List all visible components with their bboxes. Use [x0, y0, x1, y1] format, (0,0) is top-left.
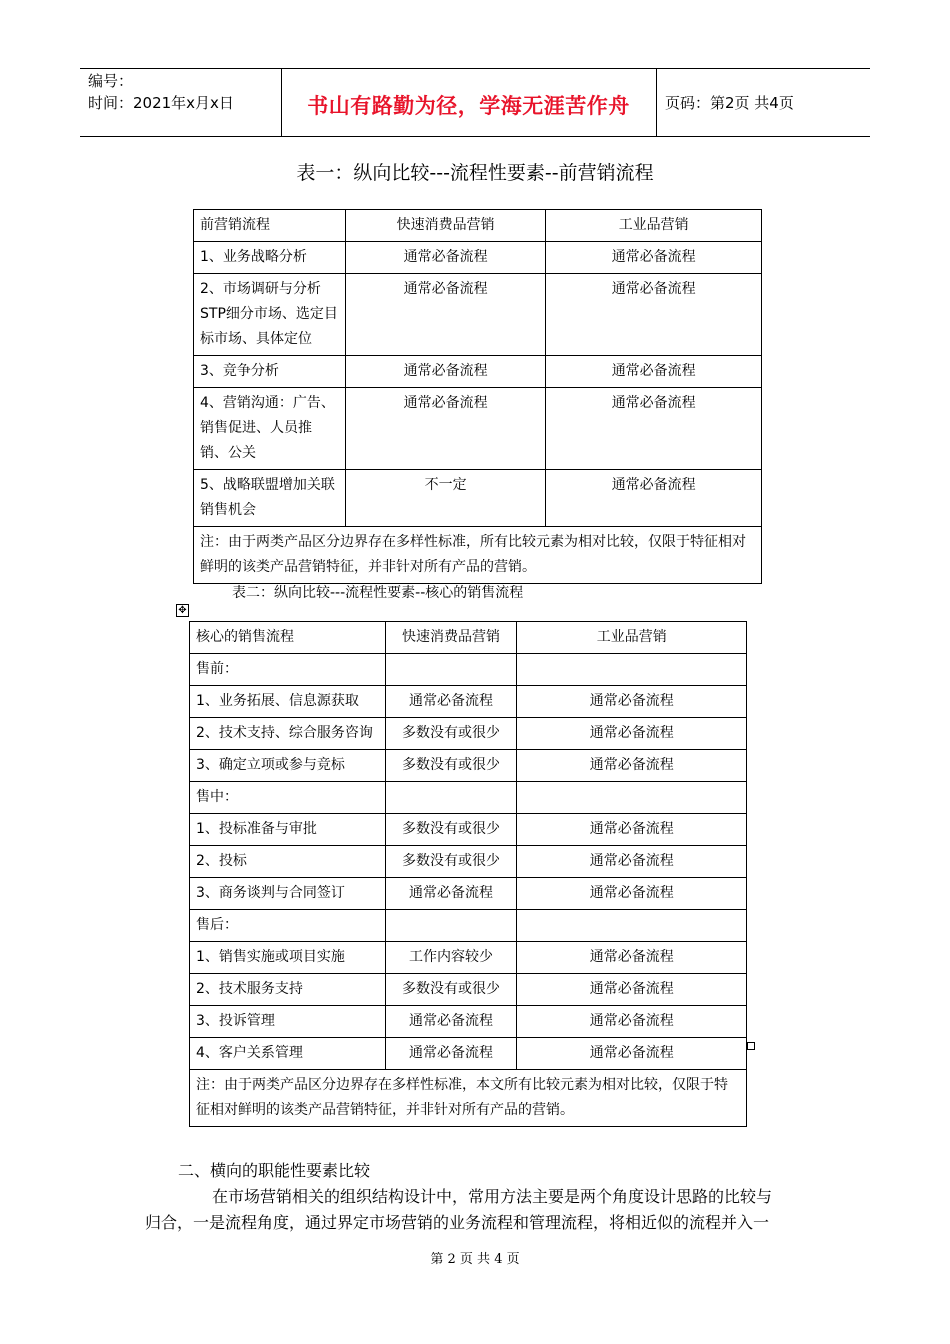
- section-heading: 二、横向的职能性要素比较: [178, 1161, 371, 1180]
- table-cell: 1、业务拓展、信息源获取: [190, 686, 386, 718]
- table-cell: 通常必备流程: [517, 942, 747, 974]
- header-bottom-rule: [80, 136, 870, 137]
- table-row: [190, 974, 747, 1006]
- table-row: [190, 654, 747, 686]
- table-row: [190, 814, 747, 846]
- table-cell: 3、确定立项或参与竞标: [190, 750, 386, 782]
- table-cell: 通常必备流程: [517, 974, 747, 1006]
- table-cell: 4、客户关系管理: [190, 1038, 386, 1070]
- table-cell: 不一定: [345, 470, 546, 527]
- table2-header-cell: 工业品营销: [517, 622, 747, 654]
- table2-title: 表二：纵向比较---流程性要素--核心的销售流程: [232, 585, 524, 601]
- table-cell: 2、技术服务支持: [190, 974, 386, 1006]
- header-top-rule: [80, 68, 870, 69]
- table-row: [190, 718, 747, 750]
- table-cell: 5、战略联盟增加关联销售机会: [194, 470, 346, 527]
- table-cell: 通常必备流程: [517, 814, 747, 846]
- table-row: [190, 878, 747, 910]
- table1-note-row: [194, 527, 762, 584]
- table-cell: 1、销售实施或项目实施: [190, 942, 386, 974]
- table-cell: 通常必备流程: [345, 242, 546, 274]
- table-cell: 通常必备流程: [517, 846, 747, 878]
- table1-note: 注：由于两类产品区分边界存在多样性标准，所有比较元素为相对比较，仅限于特征相对鲜明的该类产品营销特征，并非针对所有产品的营销。: [194, 527, 762, 584]
- table1-header-cell: 前营销流程: [194, 210, 346, 242]
- page-footer: 第 2 页 共 4 页: [430, 1252, 520, 1267]
- table-cell: 2、市场调研与分析STP细分市场、选定目标市场、具体定位: [194, 274, 346, 356]
- table-cell: 通常必备流程: [345, 356, 546, 388]
- table-cell: 通常必备流程: [517, 878, 747, 910]
- table1: [193, 209, 762, 584]
- header-number-label: 编号：: [88, 72, 134, 90]
- table-cell: 通常必备流程: [546, 356, 762, 388]
- table-cell: [385, 654, 517, 686]
- table2-note: 注：由于两类产品区分边界存在多样性标准，本文所有比较元素为相对比较，仅限于特征相对鲜明的该类产品营销特征，并非针对所有产品的营销。: [190, 1070, 747, 1127]
- header-page-label: 页码：第2页 共4页: [665, 94, 794, 112]
- table-cell: 通常必备流程: [385, 686, 517, 718]
- header-time-label: 时间：2021年x月x日: [88, 94, 234, 112]
- table-row: [194, 242, 762, 274]
- table-cell: 1、投标准备与审批: [190, 814, 386, 846]
- table-cell: 通常必备流程: [385, 1006, 517, 1038]
- table-cell: 多数没有或很少: [385, 750, 517, 782]
- table-row: [190, 782, 747, 814]
- table2-header-cell: 快速消费品营销: [385, 622, 517, 654]
- table-cell: 通常必备流程: [517, 1006, 747, 1038]
- table-row: [194, 356, 762, 388]
- table-cell: [517, 910, 747, 942]
- table-cell: 通常必备流程: [517, 686, 747, 718]
- table-cell: 通常必备流程: [517, 1038, 747, 1070]
- table-row: [190, 910, 747, 942]
- table2-header-row: [190, 622, 747, 654]
- table-cell: [517, 782, 747, 814]
- table-cell: 通常必备流程: [345, 274, 546, 356]
- table-cell: 通常必备流程: [345, 388, 546, 470]
- table-row: [194, 388, 762, 470]
- header-meta: [88, 70, 234, 114]
- paragraph-line: 在市场营销相关的组织结构设计中，常用方法主要是两个角度设计思路的比较与: [212, 1187, 773, 1206]
- table-row: [190, 1038, 747, 1070]
- table-cell: 通常必备流程: [546, 388, 762, 470]
- table-resize-handle-icon[interactable]: [747, 1042, 755, 1050]
- table2-note-row: [190, 1070, 747, 1127]
- paragraph-line: 归合，一是流程角度，通过界定市场营销的业务流程和管理流程，将相近似的流程并入一: [145, 1213, 770, 1232]
- table-cell: 3、商务谈判与合同签订: [190, 878, 386, 910]
- table-row: [190, 846, 747, 878]
- table-cell: 售后：: [190, 910, 386, 942]
- table-move-handle-icon[interactable]: ✥: [176, 604, 189, 617]
- table-cell: 工作内容较少: [385, 942, 517, 974]
- table-cell: 多数没有或很少: [385, 974, 517, 1006]
- table1-header-row: [194, 210, 762, 242]
- table-cell: 2、技术支持、综合服务咨询: [190, 718, 386, 750]
- table-cell: 通常必备流程: [517, 718, 747, 750]
- table-cell: 2、投标: [190, 846, 386, 878]
- header-motto: 书山有路勤为径，学海无涯苦作舟: [307, 94, 630, 118]
- table-cell: 通常必备流程: [546, 274, 762, 356]
- table-cell: 售中：: [190, 782, 386, 814]
- table-cell: 通常必备流程: [546, 470, 762, 527]
- table1-header-cell: 工业品营销: [546, 210, 762, 242]
- table-row: [190, 1006, 747, 1038]
- table-cell: [385, 782, 517, 814]
- table1-header-cell: 快速消费品营销: [345, 210, 546, 242]
- table-cell: [517, 654, 747, 686]
- table-cell: 通常必备流程: [546, 242, 762, 274]
- table-cell: 4、营销沟通：广告、销售促进、人员推销、公关: [194, 388, 346, 470]
- table-row: [190, 750, 747, 782]
- table-cell: 3、竞争分析: [194, 356, 346, 388]
- table-row: [194, 470, 762, 527]
- table-cell: 售前：: [190, 654, 386, 686]
- table1-title: 表一：纵向比较---流程性要素--前营销流程: [296, 162, 654, 184]
- table-cell: [385, 910, 517, 942]
- table-row: [190, 942, 747, 974]
- table-cell: 1、业务战略分析: [194, 242, 346, 274]
- table2-header-cell: 核心的销售流程: [190, 622, 386, 654]
- table2: [189, 621, 747, 1127]
- table-cell: 通常必备流程: [385, 1038, 517, 1070]
- header-divider-right: [656, 68, 657, 136]
- table-row: [190, 686, 747, 718]
- table-row: [194, 274, 762, 356]
- table-cell: 多数没有或很少: [385, 718, 517, 750]
- table-cell: 多数没有或很少: [385, 814, 517, 846]
- table-cell: 通常必备流程: [517, 750, 747, 782]
- table-cell: 通常必备流程: [385, 878, 517, 910]
- table-cell: 3、投诉管理: [190, 1006, 386, 1038]
- table-cell: 多数没有或很少: [385, 846, 517, 878]
